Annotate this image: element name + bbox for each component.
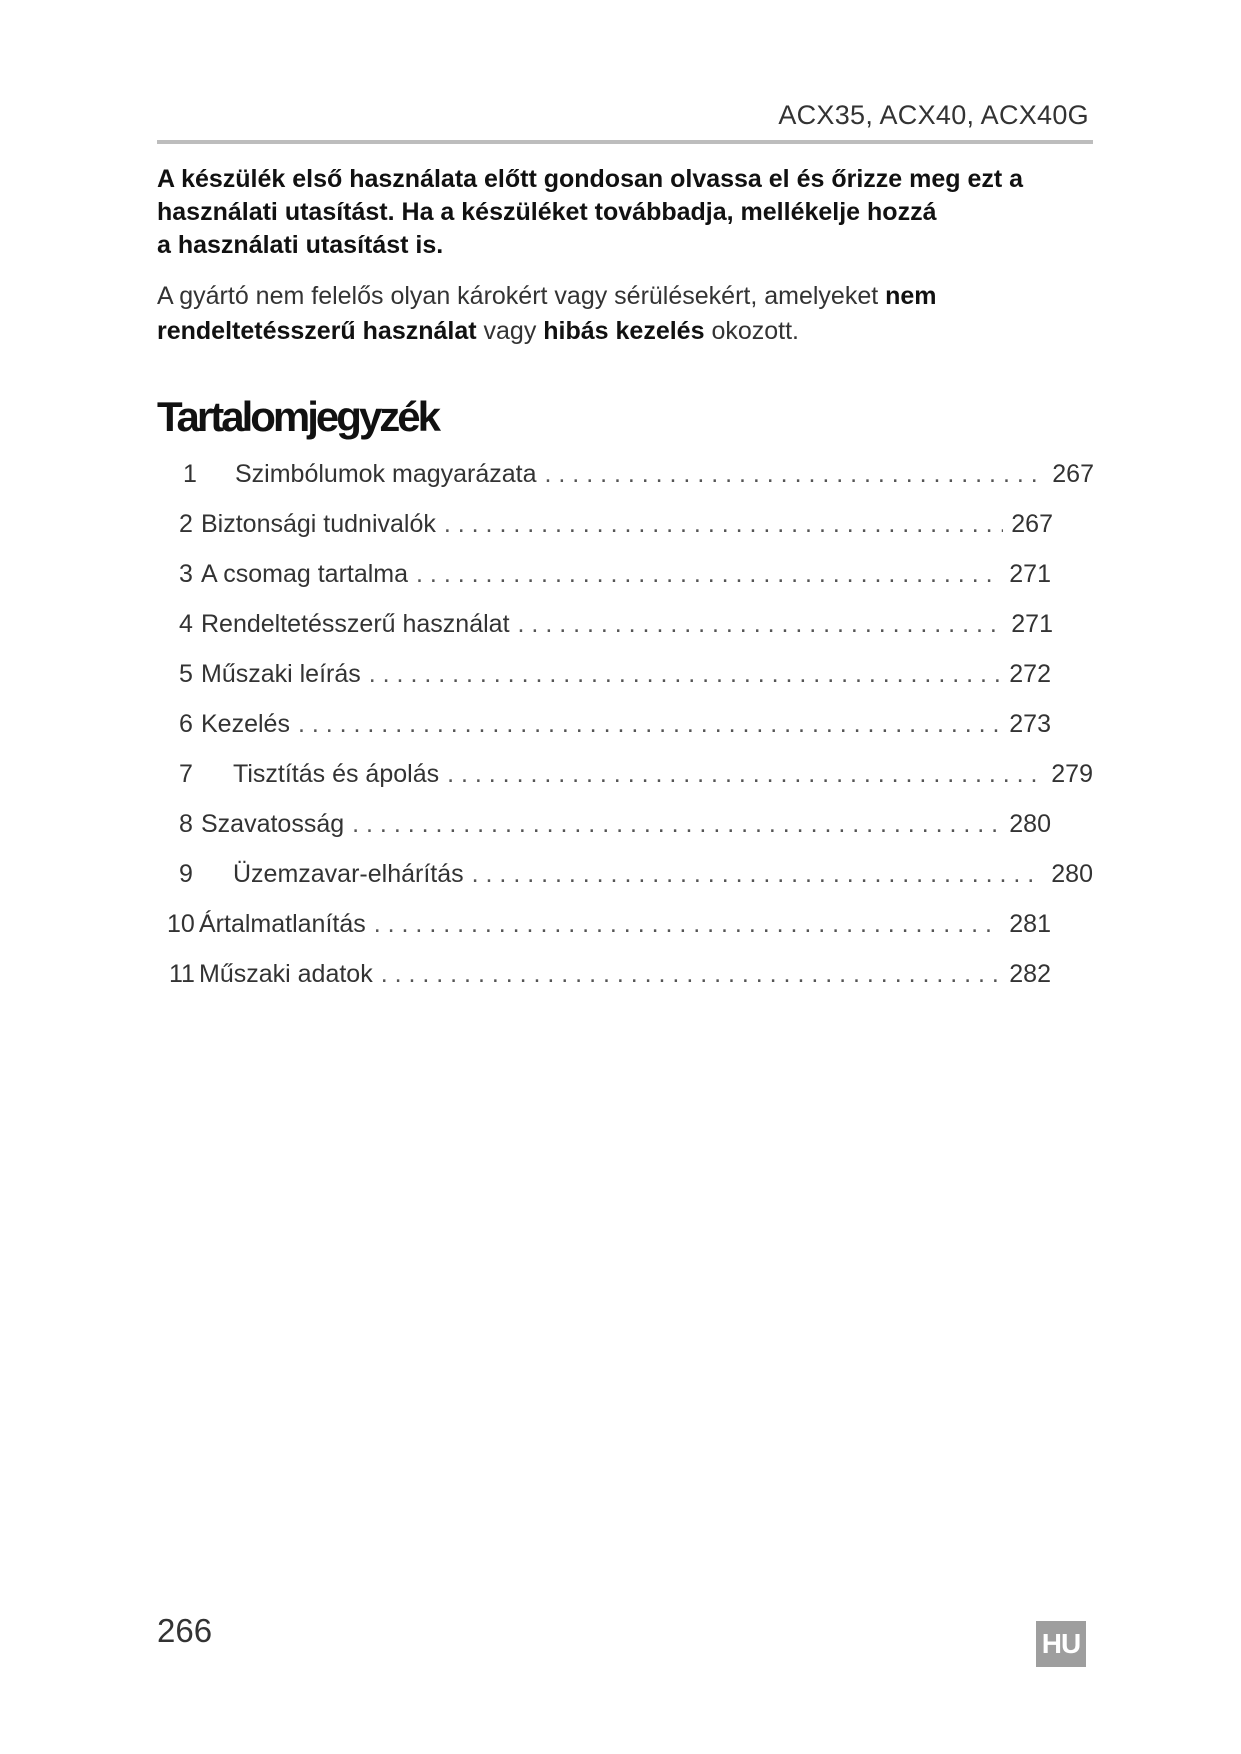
- toc-entry-page: 271: [1009, 560, 1051, 588]
- toc-entry-page: 280: [1051, 860, 1093, 888]
- toc-entry[interactable]: [179, 610, 1053, 650]
- toc-dot-leader: [518, 610, 1004, 639]
- toc-dot-leader: [298, 710, 1001, 739]
- toc-entry[interactable]: [179, 860, 1093, 900]
- toc-dot-leader: [369, 660, 1002, 689]
- toc-entry-title: Tisztítás és ápolás: [233, 760, 440, 788]
- toc-dot-leader: [447, 760, 1043, 789]
- model-names: ACX35, ACX40, ACX40G: [778, 100, 1089, 130]
- toc-entry-page: 272: [1009, 660, 1051, 688]
- toc-entry-number: 3: [179, 560, 193, 588]
- toc-dot-leader: [381, 960, 1002, 989]
- language-badge: HU: [1036, 1621, 1086, 1667]
- toc-entry-page: 271: [1011, 610, 1053, 638]
- toc-dot-leader: [352, 810, 1001, 839]
- toc-dot-leader: [444, 510, 1003, 539]
- warning-line: A készülék első használata előtt gondosan olvassa el és őrizze meg ezt a: [157, 165, 1024, 193]
- toc-entry[interactable]: [179, 510, 1053, 550]
- toc-entry-number: 5: [179, 660, 193, 688]
- toc-entry-page: 280: [1009, 810, 1051, 838]
- toc-dot-leader: [374, 910, 1002, 939]
- toc-entry-page: 281: [1009, 910, 1051, 938]
- disclaimer-text: vagy: [476, 317, 544, 345]
- toc-entry-title: Kezelés: [201, 710, 290, 738]
- toc-entry-number: 1: [183, 460, 197, 488]
- warning-line: a használati utasítást is.: [157, 231, 444, 259]
- toc-entry-title: Szavatosság: [201, 810, 345, 838]
- toc-entry-title: Üzemzavar-elhárítás: [233, 860, 464, 888]
- disclaimer-bold: nem: [885, 282, 937, 310]
- toc-entry-page: 279: [1051, 760, 1093, 788]
- toc-entry[interactable]: [169, 960, 1051, 1000]
- toc-dot-leader: [545, 460, 1045, 489]
- toc-entry[interactable]: [179, 710, 1051, 750]
- toc-entry-title: A csomag tartalma: [201, 560, 409, 588]
- toc-entry-title: Szimbólumok magyarázata: [235, 460, 537, 488]
- toc-entry-number: 6: [179, 710, 193, 738]
- toc-entry-number: 2: [179, 510, 193, 538]
- disclaimer-text: okozott.: [704, 317, 799, 345]
- toc-entry[interactable]: [179, 760, 1093, 800]
- toc-entry-title: Műszaki adatok: [199, 960, 373, 988]
- toc-entry-page: 267: [1052, 460, 1094, 488]
- toc-heading: Tartalomjegyzék: [157, 393, 439, 440]
- warning-line: használati utasítást. Ha a készüléket továbbadja, mellékelje hozzá: [157, 198, 937, 226]
- toc-entry[interactable]: [179, 660, 1051, 700]
- toc-entry-number: 4: [179, 610, 193, 638]
- toc-entry-page: 273: [1009, 710, 1051, 738]
- toc-entry[interactable]: [179, 560, 1051, 600]
- disclaimer-bold: hibás kezelés: [543, 317, 705, 345]
- toc-entry[interactable]: [167, 910, 1051, 950]
- page-number: 266: [157, 1612, 213, 1649]
- toc-dot-leader: [416, 560, 1001, 589]
- toc-entry-title: Rendeltetésszerű használat: [201, 610, 510, 638]
- disclaimer-bold: rendeltetésszerű használat: [157, 317, 477, 345]
- disclaimer-text: A gyártó nem felelős olyan károkért vagy sérülésekért, amelyeket: [157, 282, 886, 310]
- toc-entry-number: 11: [169, 960, 195, 988]
- toc-entry-number: 9: [179, 860, 193, 888]
- toc-entry[interactable]: [179, 810, 1051, 850]
- toc-entry-title: Ártalmatlanítás: [199, 910, 366, 938]
- toc-entry-number: 8: [179, 810, 193, 838]
- toc-entry-page: 267: [1011, 510, 1053, 538]
- toc-entry[interactable]: [183, 460, 1094, 500]
- toc-entry-title: Műszaki leírás: [201, 660, 361, 688]
- toc-entry-title: Biztonsági tudnivalók: [201, 510, 436, 538]
- toc-entry-number: 10: [167, 910, 195, 938]
- toc-entry-number: 7: [179, 760, 193, 788]
- toc-dot-leader: [472, 860, 1044, 889]
- toc-entry-page: 282: [1009, 960, 1051, 988]
